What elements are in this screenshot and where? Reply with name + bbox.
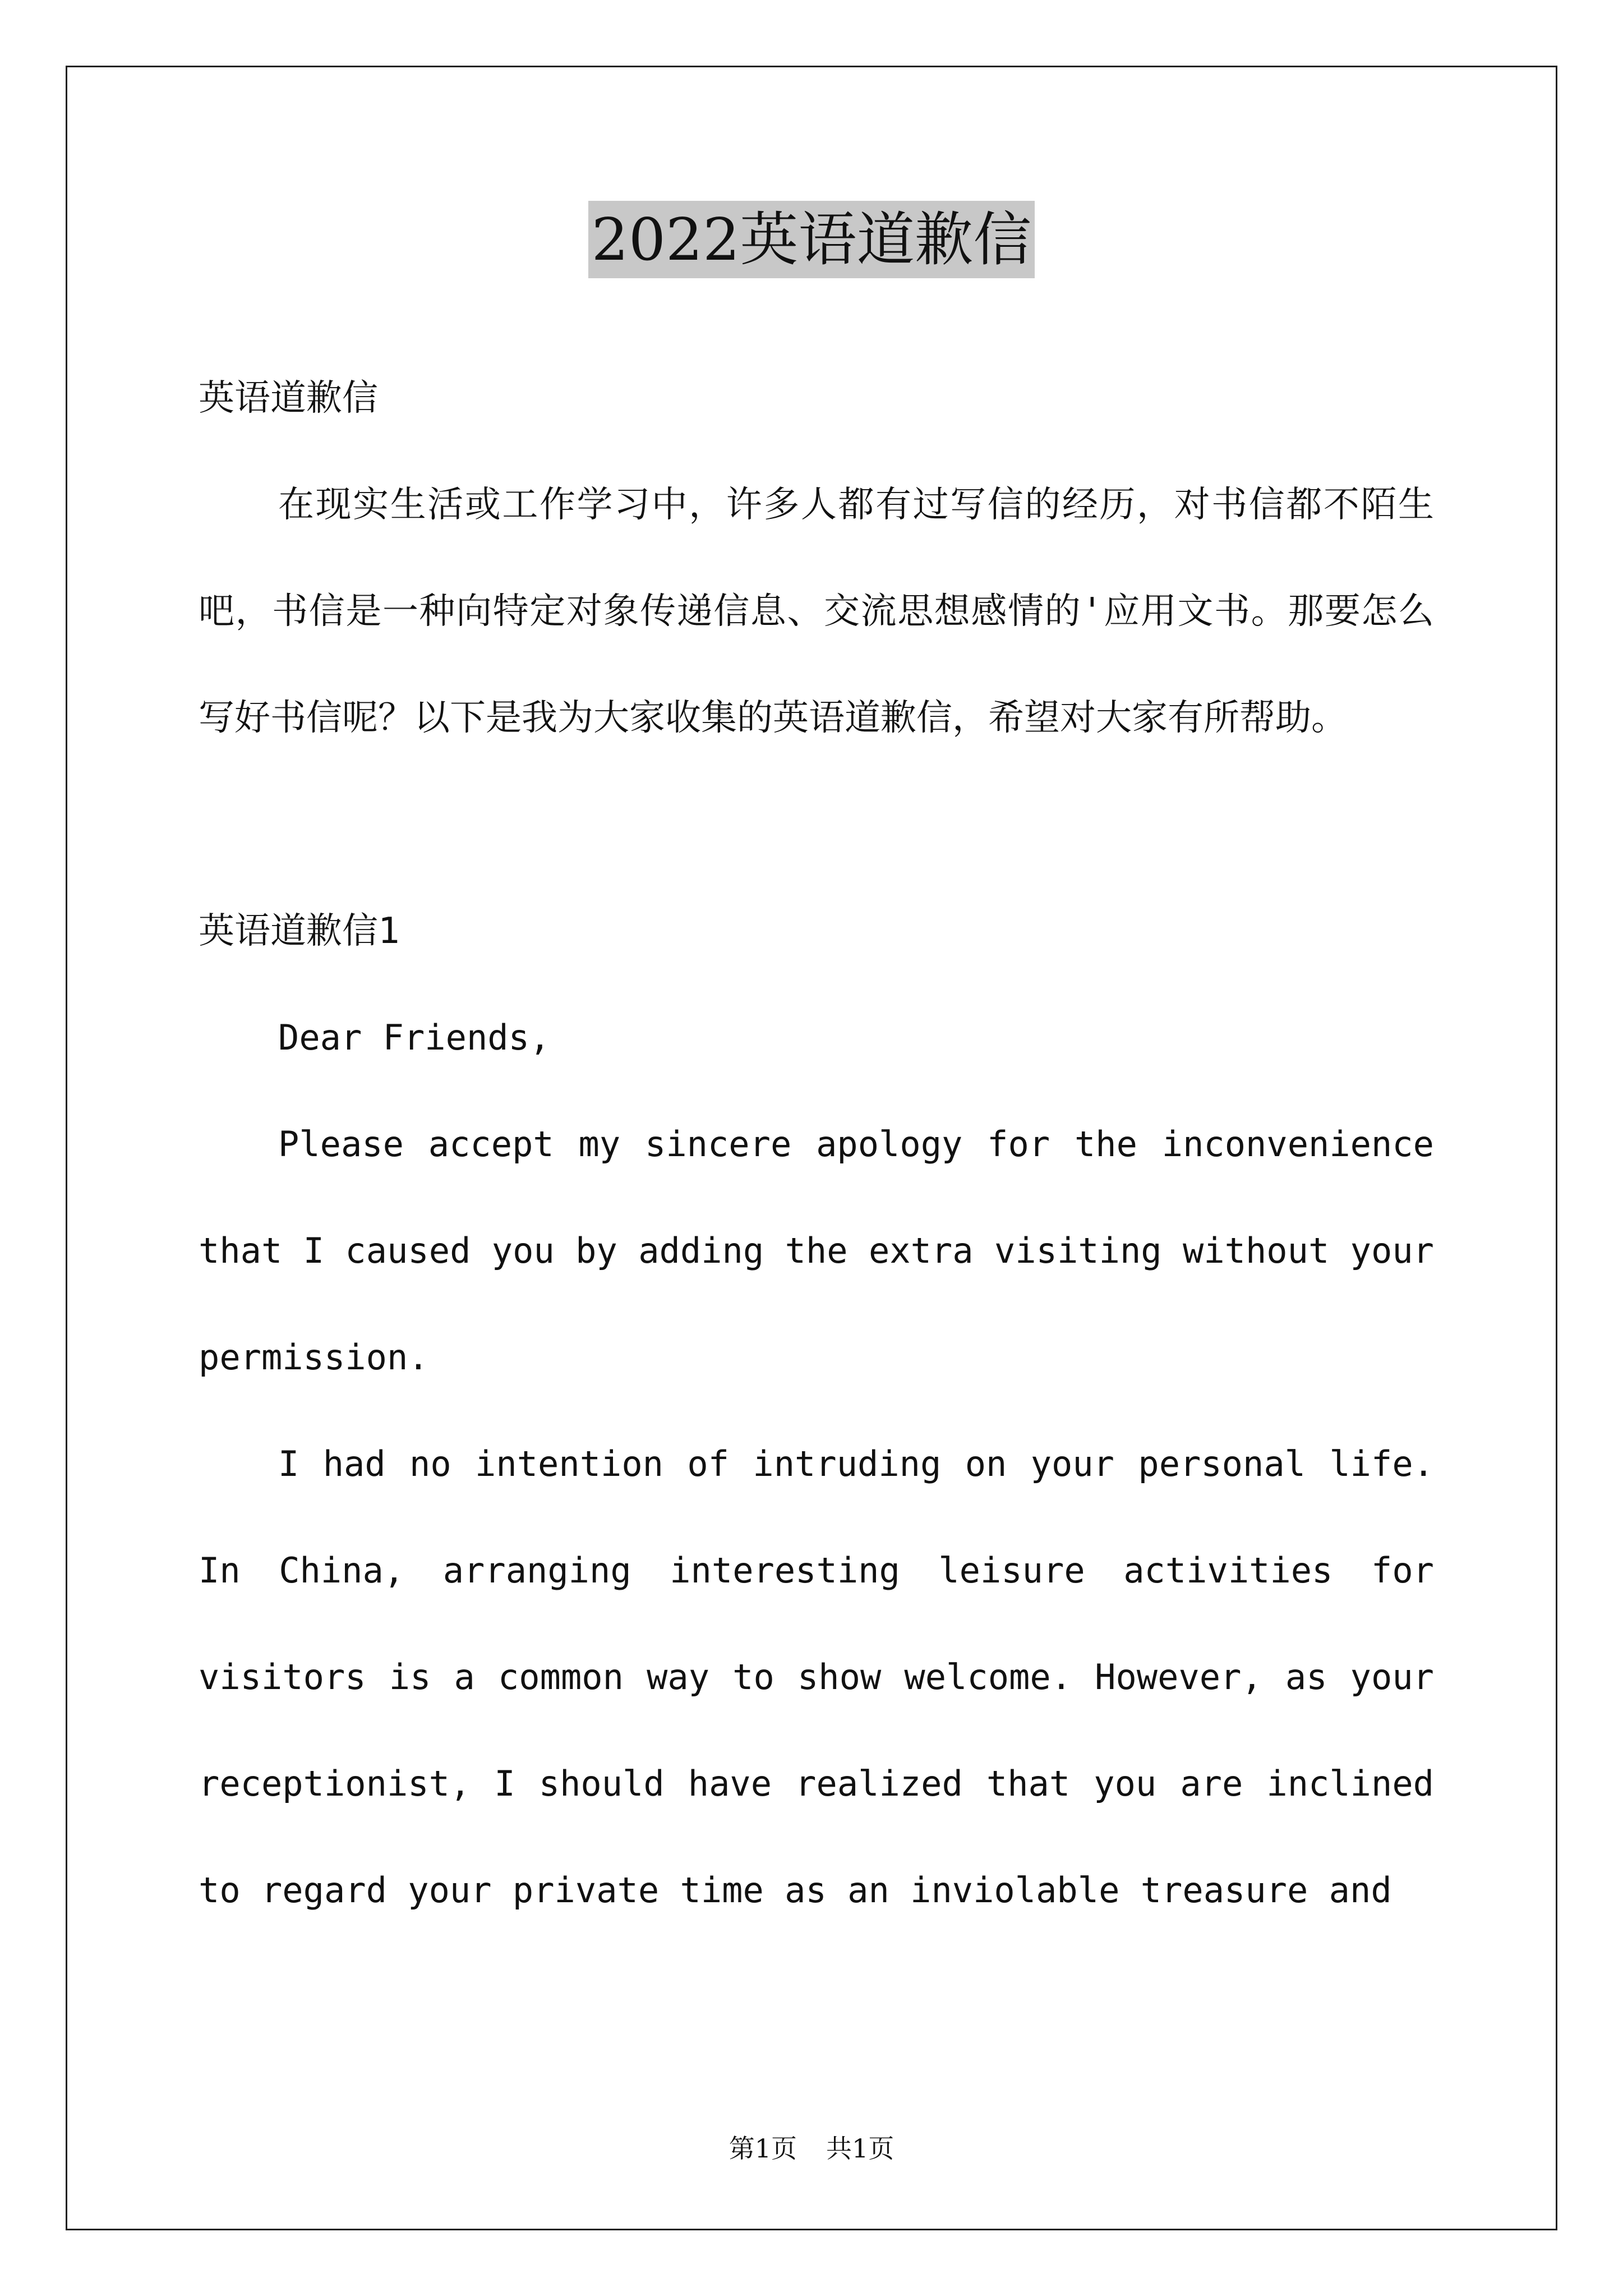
- page-number: 第1页: [728, 2133, 797, 2164]
- title-container: [0, 201, 1623, 278]
- salutation: Dear Friends,: [278, 1017, 551, 1058]
- page-footer: [0, 2132, 1623, 2165]
- document-title: 2022英语道歉信: [588, 201, 1035, 278]
- document-body: [199, 345, 1434, 1944]
- page-total: 共1页: [826, 2133, 895, 2164]
- intro-paragraph: 在现实生活或工作学习中，许多人都有过写信的经历，对书信都不陌生吧，书信是一种向特定对象传递信息、交流思想感情的'应用文书。那要怎么写好书信呢？以下是我为大家收集的英语道歉信，希望对大家有所帮助。: [199, 484, 1434, 739]
- spacer: [199, 771, 1434, 878]
- document-heading: 英语道歉信: [199, 378, 378, 419]
- body-paragraph-1: Please accept my sincere apology for the inconvenience that I caused you by adding the extra visiting without your permission.: [199, 1124, 1434, 1378]
- section-title: 英语道歉信1: [199, 910, 400, 952]
- body-paragraph-2: I had no intention of intruding on your personal life. In China, arranging interesting leisure activities for visitors is a common way to show welcome. However, as your receptionist, I should have realized that you are inclined to regard your private time as an inviolable treasure and: [199, 1443, 1434, 1911]
